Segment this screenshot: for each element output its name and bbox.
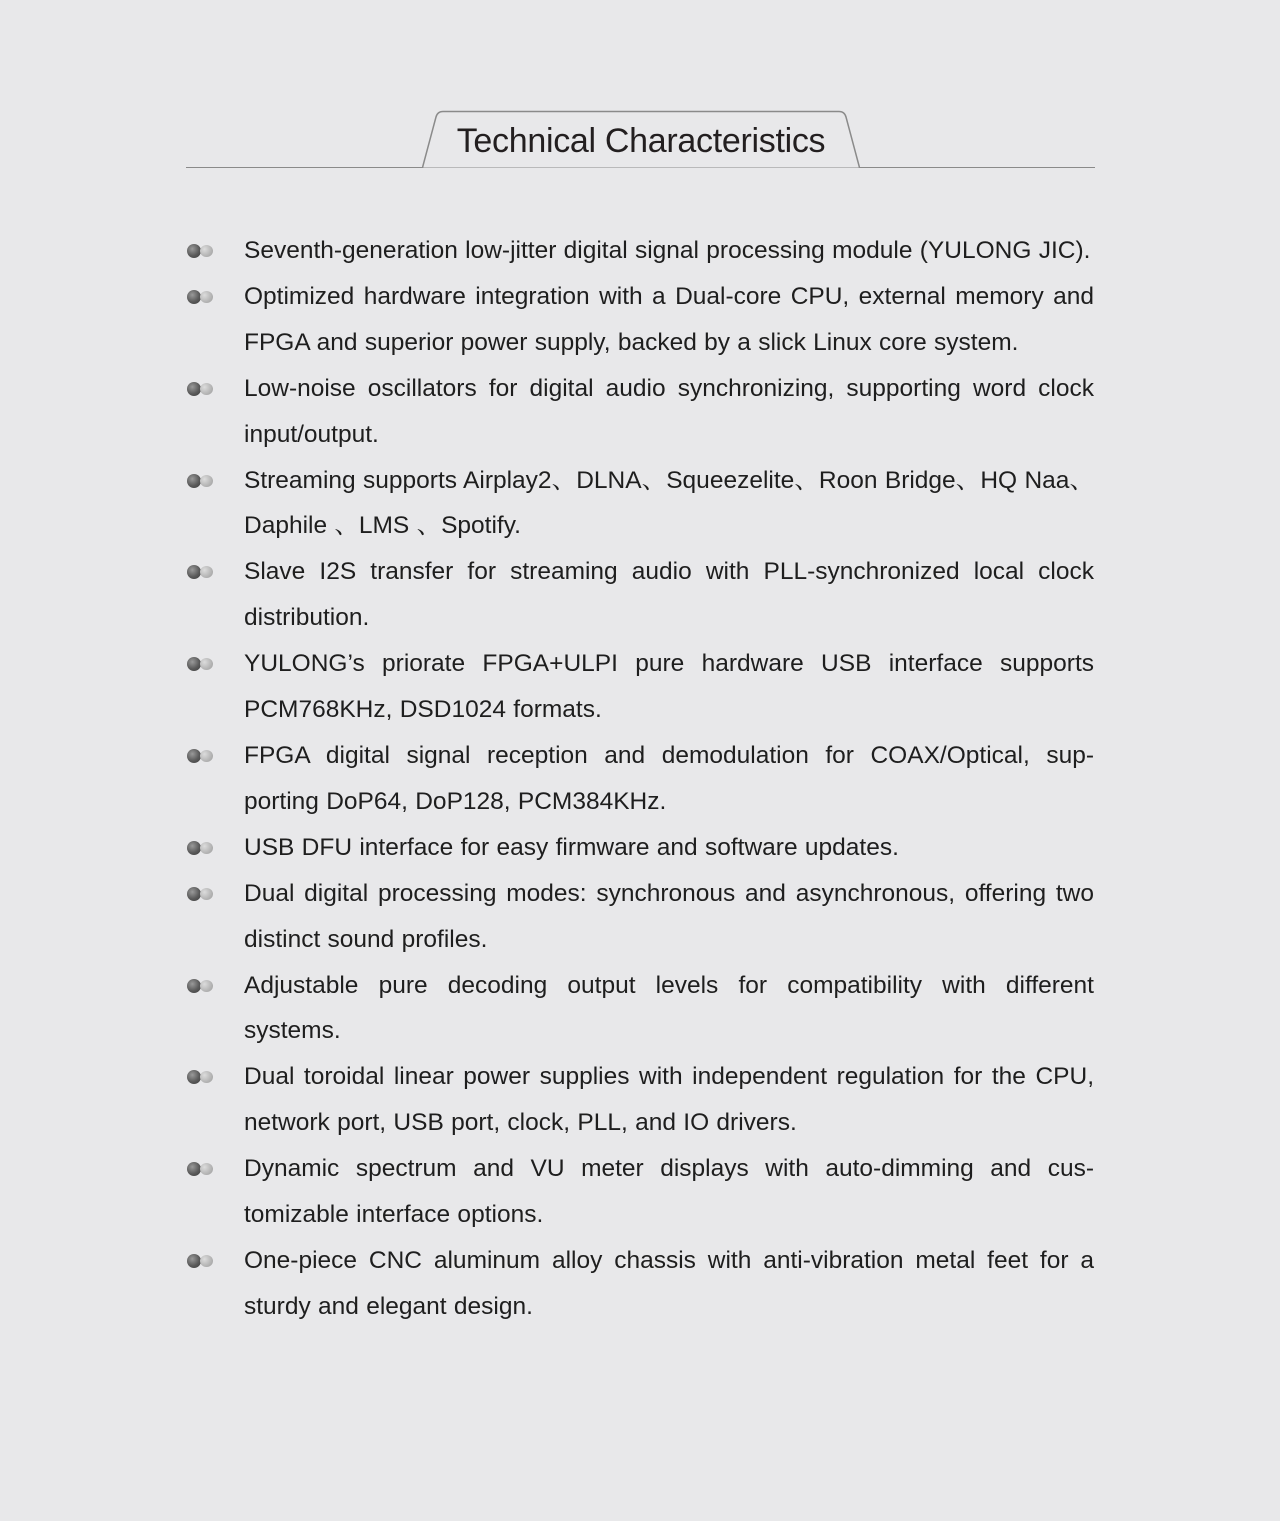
list-item: [186, 274, 1094, 366]
bullet-icon: [187, 657, 215, 671]
list-item: [186, 641, 1094, 733]
bullet-icon: [187, 1070, 215, 1084]
list-item: [186, 366, 1094, 458]
feature-text: Low-noise oscillators for digital audio synchronizing, supporting word clock input/output.: [244, 374, 1094, 448]
feature-text: Slave I2S transfer for streaming audio with PLL-synchronized local clock distribution.: [244, 558, 1094, 632]
list-item: [186, 871, 1094, 963]
section-title: Technical Characteristics: [456, 122, 826, 160]
feature-text: Dual toroidal linear power supplies with independent regulation for the CPU, network port, USB port, clock, PLL, and IO drivers.: [244, 1063, 1094, 1137]
feature-text: Optimized hardware integration with a Dual-core CPU, external memory and FPGA and superior power supply, backed by a slick Linux core system.: [244, 282, 1094, 356]
list-item: [186, 549, 1094, 641]
bullet-icon: [187, 749, 215, 763]
list-item: [186, 733, 1094, 825]
bullet-icon: [187, 382, 215, 396]
feature-text: USB DFU interface for easy firmware and software updates.: [244, 833, 899, 861]
feature-text: Dynamic spectrum and VU meter displays with auto-dimming and cus-tomizable interface options.: [244, 1155, 1094, 1229]
feature-text: One-piece CNC aluminum alloy chassis with anti-vibration metal feet for a sturdy and elegant design.: [244, 1246, 1094, 1320]
bullet-icon: [187, 841, 215, 855]
list-item: [186, 825, 1094, 871]
bullet-icon: [187, 1254, 215, 1268]
list-item: [186, 228, 1094, 274]
list-item: [186, 1054, 1094, 1146]
feature-text: Dual digital processing modes: synchronous and asynchronous, offering two distinct sound profiles.: [244, 879, 1094, 953]
bullet-icon: [187, 244, 215, 258]
list-item: [186, 1146, 1094, 1238]
list-item: [186, 458, 1094, 550]
feature-text: FPGA digital signal reception and demodulation for COAX/Optical, sup-porting DoP64, DoP128, PCM384KHz.: [244, 741, 1094, 815]
feature-list: [186, 228, 1094, 1330]
feature-text: Seventh-generation low-jitter digital signal processing module (YULONG JIC).: [244, 237, 1091, 264]
list-item: [186, 1238, 1094, 1330]
bullet-icon: [187, 565, 215, 579]
bullet-icon: [187, 1162, 215, 1176]
feature-text: YULONG’s priorate FPGA+ULPI pure hardware USB interface supports PCM768KHz, DSD1024 formats.: [244, 650, 1094, 724]
bullet-icon: [187, 474, 215, 488]
header-tab: [422, 108, 860, 170]
feature-text: Streaming supports Airplay2、DLNA、Squeezelite、Roon Bridge、HQ Naa、Daphile 、LMS 、Spotify.: [244, 466, 1094, 540]
list-item: [186, 963, 1094, 1055]
bullet-icon: [187, 290, 215, 304]
bullet-icon: [187, 979, 215, 993]
feature-text: Adjustable pure decoding output levels for compatibility with different systems.: [244, 971, 1094, 1045]
bullet-icon: [187, 887, 215, 901]
section-header: [186, 108, 1095, 170]
